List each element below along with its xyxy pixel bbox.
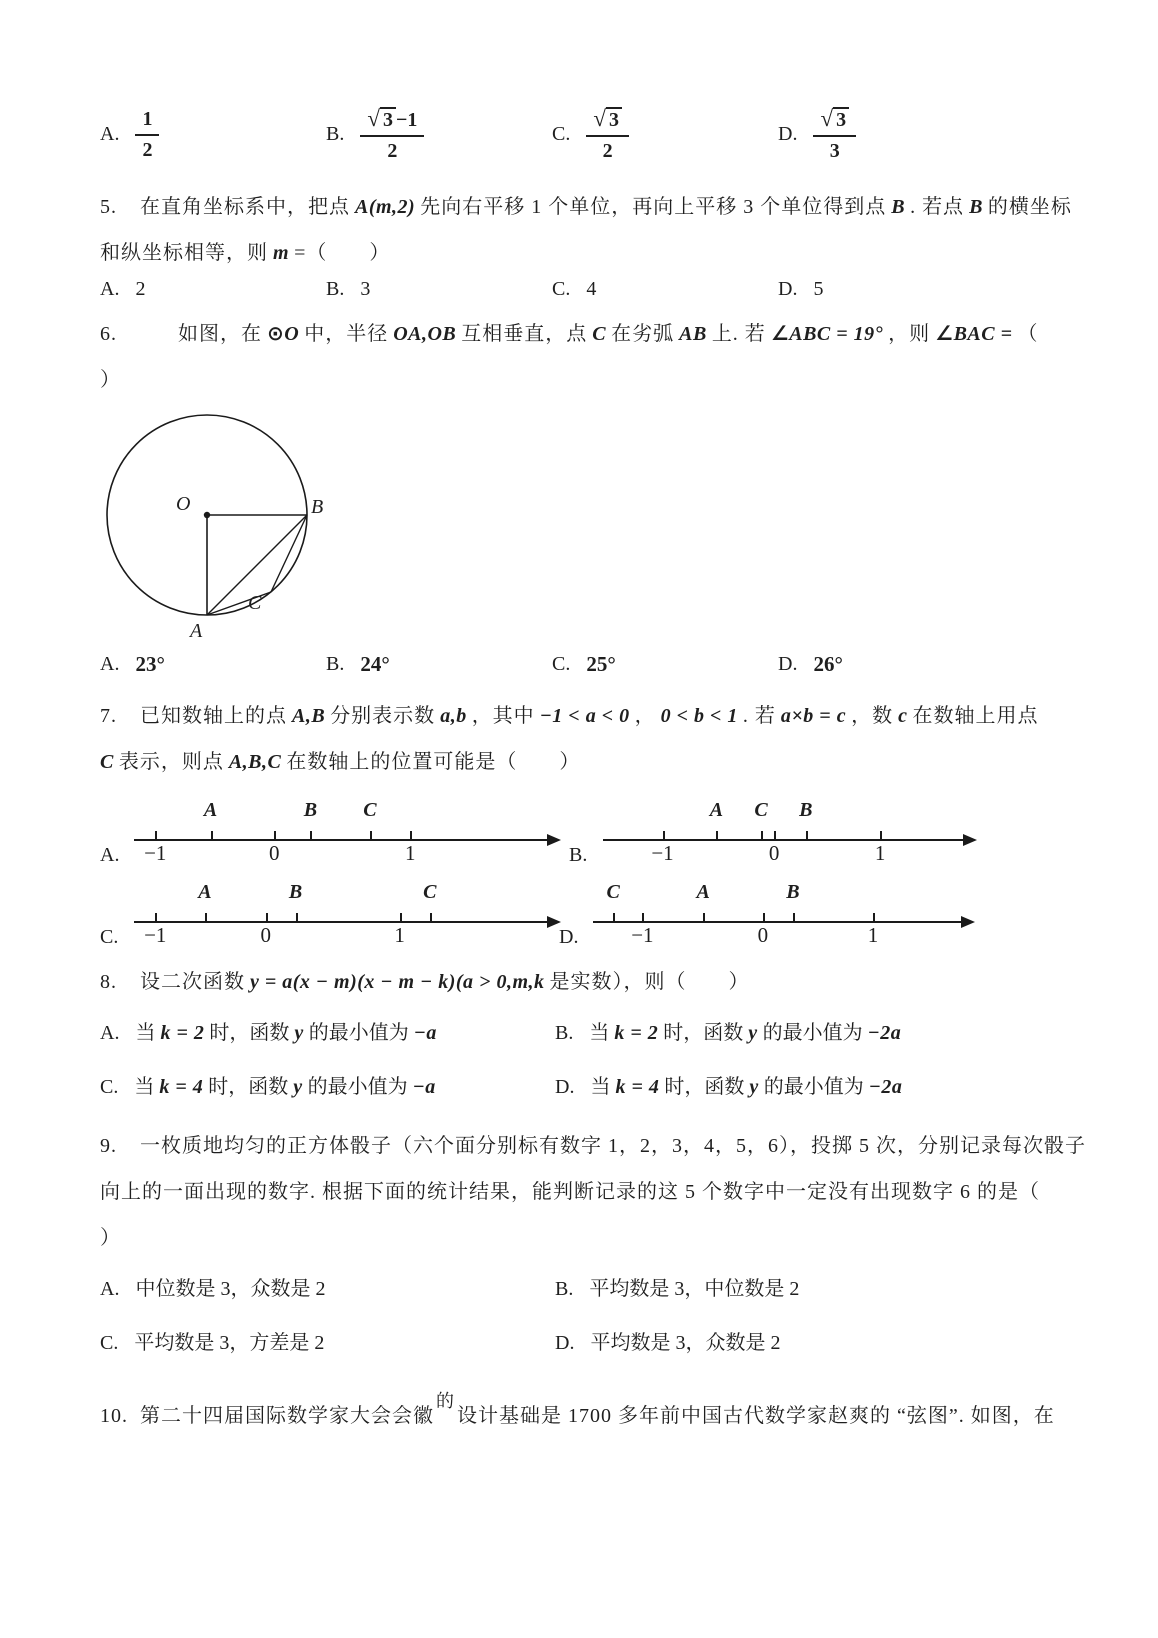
axis-number: 1	[874, 841, 886, 865]
option-label: C.	[100, 926, 119, 948]
axis-tick	[873, 913, 875, 922]
axis-number: 1	[405, 841, 416, 865]
fraction-numerator: 1	[135, 107, 159, 136]
point-tick	[205, 913, 207, 922]
square-root	[593, 107, 622, 132]
axis-arrow-icon	[547, 916, 561, 928]
axis-arrow-icon	[963, 834, 977, 846]
text-run: 已知数轴上的点	[140, 705, 287, 727]
math-run: −1 < a < 0	[539, 705, 630, 727]
text-run: 先向右平移 1 个单位，再向上平移 3 个单位得到点	[420, 196, 887, 218]
q8-option-c	[100, 1061, 555, 1113]
math-run: C	[100, 751, 114, 773]
text-run: 上. 若	[711, 323, 766, 345]
q6-option-c	[552, 652, 778, 677]
text-run: 当	[590, 1076, 611, 1098]
axis-line	[134, 921, 551, 923]
axis-arrow-icon	[961, 916, 975, 928]
axis-tick	[410, 831, 412, 840]
math-run: y	[294, 1022, 304, 1044]
axis-tick	[155, 913, 157, 922]
q6-option-b	[326, 652, 552, 677]
q4-option-b	[326, 102, 552, 166]
radicand: 3	[833, 107, 849, 132]
q5-option-b	[326, 278, 552, 301]
chord-AC	[207, 592, 271, 615]
axis-number: 1	[867, 923, 879, 947]
number-line-d	[593, 879, 973, 949]
option-label: B.	[555, 1022, 574, 1044]
question-8	[100, 959, 1070, 1113]
text-run: 如图，在	[178, 323, 262, 345]
math-run: 0 < b < 1	[660, 705, 738, 727]
text-run: ，其中	[471, 705, 535, 727]
option-label: D.	[778, 653, 798, 675]
point-label: C	[423, 881, 437, 903]
fraction-denominator: 3	[829, 139, 840, 162]
axis-tick	[763, 913, 765, 922]
radical-sign-icon: √	[367, 105, 380, 131]
number-line-b	[603, 797, 975, 867]
text-run: 一枚质地均匀的正方体骰子（六个面分别标有数字 1，2，3，4，5，6），投掷 5 次，分别记录每次骰子	[140, 1135, 1086, 1157]
fraction-denominator: 2	[602, 139, 613, 162]
text-run: ，	[634, 705, 656, 727]
option-label: C.	[552, 278, 571, 300]
option-text: 4	[586, 278, 597, 300]
math-run: −a	[412, 1076, 436, 1098]
circle-diagram	[94, 405, 339, 643]
option-label: A.	[100, 844, 120, 866]
q9-options-row-1	[100, 1263, 1070, 1315]
question-number: 6.	[100, 323, 117, 345]
text-run: 向上的一面出现的数字. 根据下面的统计结果，能判断记录的这 5 个数字中一定没有出现数字 6 的是（	[100, 1181, 1040, 1203]
text-run: 的横坐标	[987, 196, 1072, 218]
text-run: 在劣弧	[611, 323, 675, 345]
q7-option-c	[100, 879, 559, 949]
fraction-numerator	[813, 106, 856, 137]
text-run: ，数	[851, 705, 894, 727]
number-line-c	[134, 879, 559, 949]
option-text: 平均数是 3，中位数是 2	[589, 1278, 800, 1300]
axis-tick	[274, 831, 276, 840]
q7-line-1	[100, 693, 1070, 739]
text-run: 在数轴上的位置可能是（ ）	[286, 751, 581, 773]
option-label: C.	[552, 653, 571, 675]
q9-option-a	[100, 1263, 555, 1315]
point-label: C	[606, 881, 620, 903]
math-run: −a	[413, 1022, 437, 1044]
text-run: 在数轴上用点	[912, 705, 1039, 727]
q4-option-d	[778, 102, 1004, 166]
q8-options-row-1	[100, 1007, 1070, 1059]
axis-number: 1	[394, 923, 405, 947]
option-text: 平均数是 3，方差是 2	[134, 1332, 325, 1354]
number-line-a	[134, 797, 559, 867]
axis-number: 0	[269, 841, 280, 865]
point-label: C	[363, 799, 377, 821]
q4-options-row	[100, 102, 1070, 166]
q6-diagram	[94, 405, 1070, 648]
q9-line-2	[100, 1169, 1070, 1215]
point-label: B	[288, 881, 303, 903]
label-A: A	[190, 620, 203, 642]
axis-tick	[880, 831, 882, 840]
option-label: A.	[100, 278, 120, 300]
math-run: a×b = c	[780, 705, 847, 727]
text-run: 设计基础是 1700 多年前中国古代数学家赵爽的 “弦图”. 如图，在	[457, 1405, 1055, 1427]
q4-option-a	[100, 102, 326, 166]
option-text: 2	[135, 278, 146, 300]
option-label: B.	[326, 278, 345, 300]
text-run: 分别表示数	[330, 705, 436, 727]
axis-tick	[642, 913, 644, 922]
math-run: B	[969, 196, 983, 218]
axis-number: −1	[631, 923, 654, 947]
axis-tick	[663, 831, 665, 840]
q6-options-row	[100, 652, 1070, 677]
q6-option-a	[100, 652, 326, 677]
radicand: 3	[380, 107, 396, 132]
axis-number: −1	[651, 841, 674, 865]
option-label: A.	[100, 122, 120, 145]
option-label: D.	[778, 278, 798, 300]
question-5	[100, 184, 1070, 301]
option-text: 24°	[360, 652, 390, 676]
q9-options-row-2	[100, 1317, 1070, 1369]
text-run: 时，函数	[209, 1022, 290, 1044]
math-run: c	[898, 705, 908, 727]
text-run: 在直角坐标系中，把点	[140, 196, 350, 218]
text-run: 的最小值为	[763, 1076, 864, 1098]
axis-number: 0	[757, 923, 769, 947]
q8-option-a	[100, 1007, 555, 1059]
math-run: k = 4	[615, 1076, 660, 1098]
text-run: 的最小值为	[307, 1076, 408, 1098]
q9-line-3	[100, 1215, 1070, 1261]
radicand: 3	[606, 107, 622, 132]
option-label: A.	[100, 1278, 120, 1300]
fraction-denominator: 2	[142, 138, 153, 161]
q6-line-1	[100, 311, 1070, 357]
option-label: B.	[555, 1278, 574, 1300]
q9-line-1	[100, 1123, 1086, 1169]
q6-line-2	[100, 357, 1070, 403]
option-label: D.	[778, 122, 798, 145]
axis-tick	[774, 831, 776, 840]
option-text: 26°	[813, 652, 843, 676]
point-tick	[211, 831, 213, 840]
option-label: B.	[326, 122, 345, 145]
axis-number: 0	[768, 841, 780, 865]
q7-line-2	[100, 739, 1070, 785]
text-run: . 若点	[910, 196, 965, 218]
q5-option-a	[100, 278, 326, 301]
point-tick	[310, 831, 312, 840]
point-label: A	[709, 799, 724, 821]
question-number: 7.	[100, 705, 117, 727]
question-7	[100, 693, 1070, 949]
q4-option-c	[552, 102, 778, 166]
axis-arrow-icon	[547, 834, 561, 846]
math-run: AB	[679, 323, 707, 345]
text-run: 的最小值为	[762, 1022, 863, 1044]
option-text: 23°	[135, 652, 165, 676]
option-text: 3	[360, 278, 371, 300]
text-run: 互相垂直，点	[461, 323, 588, 345]
option-text: 平均数是 3，众数是 2	[590, 1332, 781, 1354]
math-run: ⊙O	[267, 323, 300, 345]
point-tick	[761, 831, 763, 840]
point-tick	[793, 913, 795, 922]
text-run: 时，函数	[663, 1022, 744, 1044]
math-run: k = 2	[614, 1022, 659, 1044]
text-run: 当	[134, 1076, 155, 1098]
fraction-numerator	[586, 106, 629, 137]
chord-CB	[271, 515, 307, 592]
math-run: A,B	[292, 705, 326, 727]
text-run: 和纵坐标相等，则	[100, 242, 268, 264]
point-label: C	[754, 799, 768, 821]
label-C: C	[248, 592, 262, 614]
text-run: 设二次函数	[140, 971, 245, 993]
q7-numberline-row-2	[100, 879, 1070, 949]
math-run: ∠ABC = 19°	[770, 323, 884, 345]
point-tick	[296, 913, 298, 922]
math-run: k = 4	[159, 1076, 204, 1098]
axis-number: −1	[144, 923, 167, 947]
question-6	[100, 311, 1070, 677]
axis-tick	[155, 831, 157, 840]
question-number: 5.	[100, 196, 117, 218]
question-9	[100, 1123, 1086, 1369]
q7-option-a	[100, 797, 559, 867]
option-label: C.	[552, 122, 571, 145]
math-run: y	[748, 1022, 758, 1044]
math-run: m	[273, 242, 290, 264]
q7-numberline-row-1	[100, 797, 1070, 867]
text-run: 第二十四届国际数学家大会会徽	[140, 1405, 434, 1427]
text-run: ，则	[888, 323, 931, 345]
fraction	[586, 106, 629, 163]
point-label: B	[303, 799, 318, 821]
math-run: A,B,C	[228, 751, 282, 773]
math-run: a,b	[440, 705, 467, 727]
fraction	[135, 107, 159, 162]
q8-line-1	[100, 959, 1070, 1005]
math-run: ∠BAC =	[935, 323, 1013, 345]
text-run: 当	[135, 1022, 156, 1044]
fraction-denominator: 2	[387, 139, 398, 162]
q10-line-1	[100, 1393, 1070, 1439]
axis-tick	[400, 913, 402, 922]
q5-option-d	[778, 278, 1004, 301]
text-run: . 若	[742, 705, 776, 727]
text-run: =（ ）	[294, 242, 391, 264]
fraction-numerator	[360, 106, 424, 137]
raised-text-run: 的	[436, 1391, 455, 1411]
q5-line-1	[100, 184, 1070, 230]
label-B: B	[311, 496, 324, 518]
question-number: 8.	[100, 971, 117, 993]
q8-option-d	[555, 1061, 1010, 1113]
option-text: 5	[813, 278, 824, 300]
point-label: A	[696, 881, 710, 903]
q5-line-2	[100, 230, 1070, 276]
text-run: 是实数），则（ ）	[549, 971, 750, 993]
option-label: B.	[569, 844, 588, 866]
question-number: 9.	[100, 1135, 117, 1157]
question-number: 10.	[100, 1405, 128, 1427]
option-text: 25°	[586, 652, 616, 676]
square-root	[367, 107, 396, 132]
math-run: y	[749, 1076, 759, 1098]
q9-option-b	[555, 1263, 1010, 1315]
point-label: A	[198, 881, 212, 903]
text-run: 中，半径	[304, 323, 389, 345]
math-run: OA,OB	[393, 323, 457, 345]
text-run: 当	[589, 1022, 610, 1044]
point-label: B	[786, 881, 800, 903]
point-tick	[430, 913, 432, 922]
option-label: D.	[555, 1076, 575, 1098]
math-run: k = 2	[160, 1022, 205, 1044]
math-run: −2a	[867, 1022, 902, 1044]
radical-sign-icon: √	[593, 105, 606, 131]
point-tick	[613, 913, 615, 922]
math-run: y = a(x − m)(x − m − k)(a > 0,m,k	[250, 971, 545, 993]
option-label: D.	[555, 1332, 575, 1354]
axis-number: 0	[260, 923, 271, 947]
q9-option-c	[100, 1317, 555, 1369]
axis-tick	[266, 913, 268, 922]
q8-option-b	[555, 1007, 1010, 1059]
option-label: C.	[100, 1076, 119, 1098]
q7-option-b	[569, 797, 975, 867]
option-label: A.	[100, 653, 120, 675]
text-run: 时，函数	[664, 1076, 745, 1098]
label-O: O	[176, 493, 191, 515]
math-run: B	[891, 196, 906, 218]
option-label: C.	[100, 1332, 119, 1354]
option-label: A.	[100, 1022, 120, 1044]
radical-sign-icon: √	[820, 105, 834, 131]
point-tick	[703, 913, 705, 922]
math-run: y	[293, 1076, 303, 1098]
q7-option-d	[559, 879, 973, 949]
fraction	[360, 106, 424, 163]
q9-option-d	[555, 1317, 1010, 1369]
point-tick	[370, 831, 372, 840]
point-tick	[806, 831, 808, 840]
q8-options-row-2	[100, 1061, 1070, 1113]
point-label: A	[203, 799, 218, 821]
math-run: A(m,2)	[355, 196, 416, 218]
text-run: 时，函数	[208, 1076, 289, 1098]
text-run: （	[1017, 323, 1039, 345]
option-label: D.	[559, 926, 579, 948]
fraction	[813, 106, 856, 163]
option-label: B.	[326, 653, 345, 675]
axis-line	[134, 839, 551, 841]
q6-option-d	[778, 652, 1004, 677]
option-text: 中位数是 3，众数是 2	[135, 1278, 326, 1300]
text-run: 的最小值为	[308, 1022, 409, 1044]
q5-option-c	[552, 278, 778, 301]
point-label: B	[799, 799, 813, 821]
question-10	[100, 1393, 1070, 1439]
text-run: ）	[100, 1227, 121, 1249]
text-run: 表示，则点	[118, 751, 224, 773]
point-tick	[716, 831, 718, 840]
math-run: −2a	[868, 1076, 903, 1098]
axis-number: −1	[144, 841, 167, 865]
square-root	[820, 107, 849, 132]
text-run: ）	[100, 369, 121, 391]
math-run: C	[592, 323, 607, 345]
q5-options-row	[100, 278, 1070, 301]
numerator-tail: −1	[395, 108, 418, 131]
